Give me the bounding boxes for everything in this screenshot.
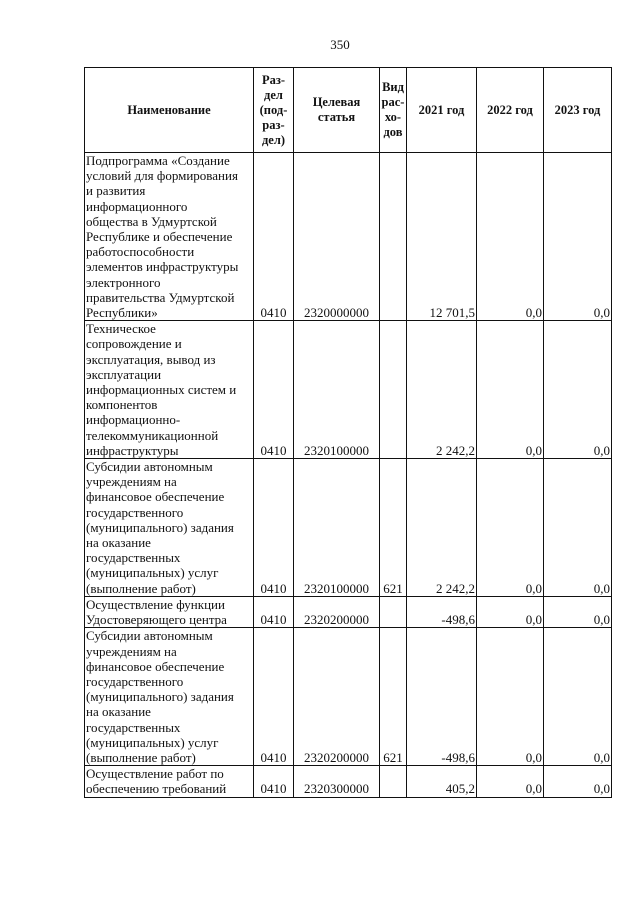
row-name-line: (муниципального) задания — [86, 519, 234, 535]
row-name-line: Республики» — [86, 305, 158, 321]
row-2022: 0,0 — [477, 459, 544, 597]
budget-table — [84, 67, 612, 798]
row-name-line: правительства Удмуртской — [86, 289, 235, 305]
row-name-line: учреждениям на — [86, 643, 177, 659]
row-name-line: финансовое обеспечение — [86, 489, 225, 505]
row-2021: 2 242,2 — [407, 459, 477, 597]
header-row — [85, 68, 612, 153]
row-name-line: информационно- — [86, 412, 181, 428]
row-name-line: Республике и обеспечение — [86, 229, 233, 245]
row-2023: 0,0 — [544, 766, 612, 797]
row-name-line: Субсидии автономным — [86, 459, 213, 475]
header-section — [254, 68, 294, 153]
header-expense-line: рас- — [381, 95, 405, 109]
row-name — [85, 596, 254, 627]
header-target-line: Целевая — [312, 95, 361, 109]
row-target: 2320200000 — [294, 596, 380, 627]
row-2023: 0,0 — [544, 459, 612, 597]
table-row — [85, 596, 612, 627]
row-2022: 0,0 — [477, 596, 544, 627]
table-row — [85, 459, 612, 597]
row-name-line: государственного — [86, 504, 184, 520]
header-expense — [380, 68, 407, 153]
row-name-line: общества в Удмуртской — [86, 213, 217, 229]
row-name-line: на оказание — [86, 704, 151, 720]
header-section-line: Раз- — [261, 72, 286, 87]
row-name — [85, 459, 254, 597]
row-name-line: и развития — [86, 183, 146, 199]
row-name-line: учреждениям на — [86, 474, 177, 490]
row-name-line: работоспособности — [86, 244, 195, 260]
table-row — [85, 628, 612, 766]
row-2021: -498,6 — [407, 596, 477, 627]
row-expense — [380, 321, 407, 459]
row-section: 0410 — [254, 459, 294, 597]
row-target: 2320000000 — [294, 153, 380, 321]
row-name-line: (муниципальных) услуг — [86, 565, 219, 581]
table-row — [85, 766, 612, 797]
page-number: 350 — [330, 37, 350, 52]
header-section-line: дел — [264, 87, 283, 102]
row-name-line: обеспечению требований — [86, 781, 227, 797]
row-section: 0410 — [254, 596, 294, 627]
row-name-line: Подпрограмма «Создание — [86, 153, 230, 168]
row-name-line: сопровождение и — [86, 336, 182, 352]
row-name-line: компонентов — [86, 397, 158, 413]
header-target — [294, 68, 380, 153]
row-section: 0410 — [254, 321, 294, 459]
row-name-line: Удостоверяющего центра — [86, 612, 227, 628]
row-name-line: элементов инфраструктуры — [86, 259, 239, 275]
header-section-line: раз- — [262, 117, 285, 132]
header-name: Наименование — [85, 68, 254, 153]
header-2022: 2022 год — [477, 68, 544, 153]
row-target: 2320100000 — [294, 459, 380, 597]
header-2021: 2021 год — [407, 68, 477, 153]
header-section-line: дел) — [261, 132, 286, 147]
row-target: 2320200000 — [294, 628, 380, 766]
row-name-line: телекоммуникационной — [86, 427, 219, 443]
row-name-line: информационных систем и — [86, 382, 237, 398]
row-name-line: на оказание — [86, 535, 151, 551]
row-2023: 0,0 — [544, 596, 612, 627]
header-expense-line: хо- — [384, 110, 402, 124]
row-name-line: Техническое — [86, 321, 156, 337]
row-expense: 621 — [380, 459, 407, 597]
row-name — [85, 628, 254, 766]
row-2023: 0,0 — [544, 153, 612, 321]
row-name-line: (выполнение работ) — [86, 580, 196, 596]
row-2023: 0,0 — [544, 628, 612, 766]
row-2022: 0,0 — [477, 321, 544, 459]
row-section: 0410 — [254, 628, 294, 766]
row-name-line: информационного — [86, 198, 188, 214]
row-name-line: (муниципального) задания — [86, 689, 234, 705]
row-2022: 0,0 — [477, 628, 544, 766]
row-target: 2320300000 — [294, 766, 380, 797]
row-name-line: эксплуатации — [86, 366, 162, 382]
row-name-line: (муниципальных) услуг — [86, 734, 219, 750]
row-name-line: Субсидии автономным — [86, 628, 213, 644]
row-expense — [380, 596, 407, 627]
row-name-line: Осуществление работ по — [86, 766, 224, 782]
row-name-line: электронного — [86, 274, 161, 290]
row-name — [85, 153, 254, 321]
row-name-line: эксплуатация, вывод из — [86, 351, 216, 367]
row-expense — [380, 153, 407, 321]
row-name — [85, 766, 254, 797]
header-expense-line: Вид — [382, 80, 404, 94]
row-2023: 0,0 — [544, 321, 612, 459]
row-section: 0410 — [254, 153, 294, 321]
row-2021: 405,2 — [407, 766, 477, 797]
table-row — [85, 321, 612, 459]
row-name — [85, 321, 254, 459]
header-expense-line: дов — [383, 125, 403, 139]
row-expense: 621 — [380, 628, 407, 766]
row-name-line: финансовое обеспечение — [86, 658, 225, 674]
row-section: 0410 — [254, 766, 294, 797]
row-expense — [380, 766, 407, 797]
row-name-line: инфраструктуры — [86, 442, 179, 458]
row-target: 2320100000 — [294, 321, 380, 459]
header-2023: 2023 год — [544, 68, 612, 153]
row-name-line: государственного — [86, 673, 184, 689]
row-name-line: (выполнение работ) — [86, 749, 196, 765]
row-name-line: условий для формирования — [86, 168, 238, 184]
header-section-line: (под- — [259, 102, 288, 117]
row-name-line: Осуществление функции — [86, 596, 225, 612]
row-2021: -498,6 — [407, 628, 477, 766]
row-name-line: государственных — [86, 550, 181, 566]
header-target-line: статья — [317, 110, 356, 124]
row-name-line: государственных — [86, 719, 181, 735]
row-2022: 0,0 — [477, 153, 544, 321]
row-2021: 2 242,2 — [407, 321, 477, 459]
row-2021: 12 701,5 — [407, 153, 477, 321]
row-2022: 0,0 — [477, 766, 544, 797]
table-row — [85, 153, 612, 321]
